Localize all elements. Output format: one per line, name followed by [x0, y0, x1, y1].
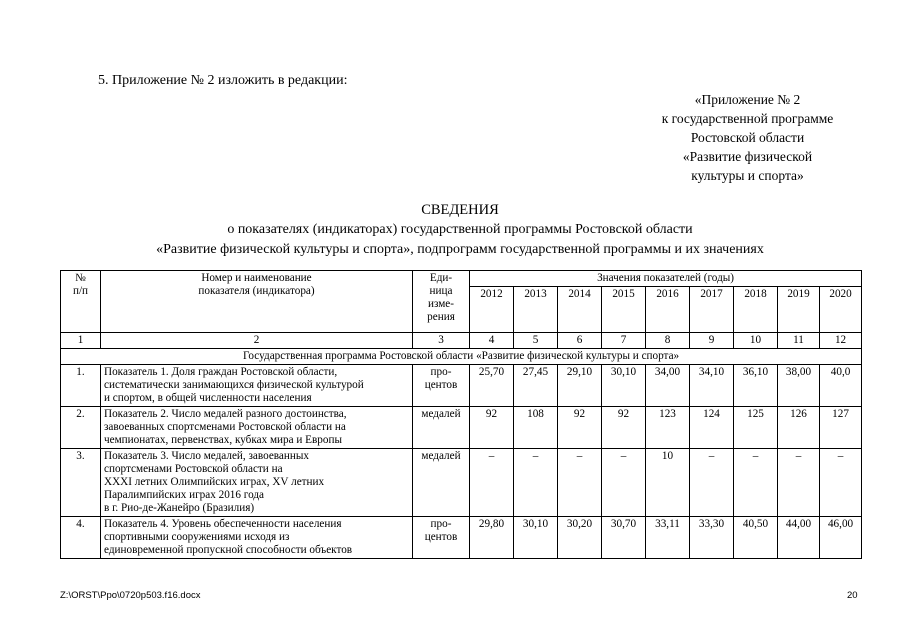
indicator-unit: про- центов	[413, 365, 470, 407]
indicator-unit: про- центов	[413, 517, 470, 559]
value-cell: 25,70	[470, 365, 514, 407]
year-cell: 2020	[820, 287, 862, 333]
value-cell: 123	[646, 407, 690, 449]
appendix-line: «Приложение № 2	[694, 92, 801, 107]
amendment-intro: 5. Приложение № 2 изложить в редакции:	[98, 73, 348, 88]
value-cell: 46,00	[820, 517, 862, 559]
value-cell: –	[820, 449, 862, 517]
value-cell: 44,00	[778, 517, 820, 559]
value-cell: 27,45	[514, 365, 558, 407]
year-cell: 2016	[646, 287, 690, 333]
col-number: 1	[61, 333, 101, 349]
value-cell: –	[470, 449, 514, 517]
col-number: 8	[646, 333, 690, 349]
value-cell: 124	[690, 407, 734, 449]
value-cell: 108	[514, 407, 558, 449]
col-number: 3	[413, 333, 470, 349]
col-number: 9	[690, 333, 734, 349]
section-title: Государственная программа Ростовской области «Развитие физической культуры и спорта»	[61, 349, 862, 365]
header-name: Номер и наименование показателя (индикатора)	[101, 271, 413, 333]
value-cell: 10	[646, 449, 690, 517]
header-num: № п/п	[61, 271, 101, 333]
table-row	[61, 517, 862, 559]
value-cell: 30,70	[602, 517, 646, 559]
value-cell: 92	[558, 407, 602, 449]
footer-file-path: Z:\ORST\Ppo\0720p503.f16.docx	[60, 590, 201, 601]
table-row	[61, 365, 862, 407]
value-cell: 92	[602, 407, 646, 449]
table-row	[61, 407, 862, 449]
appendix-line: культуры и спорта»	[691, 168, 804, 183]
indicator-name: Показатель 3. Число медалей, завоеванных спортсменами Ростовской области на XXXI летних Олимпийских играх, XV летних Паралимпийских играх 2016 года в г. Рио-де-Жанейро (Бразилия)	[101, 449, 413, 517]
year-cell: 2014	[558, 287, 602, 333]
col-number: 4	[470, 333, 514, 349]
indicator-unit: медалей	[413, 449, 470, 517]
value-cell: 30,10	[514, 517, 558, 559]
value-cell: 34,10	[690, 365, 734, 407]
value-cell: 127	[820, 407, 862, 449]
value-cell: 29,10	[558, 365, 602, 407]
table-row	[61, 449, 862, 517]
header-values-title: Значения показателей (годы)	[470, 271, 862, 287]
value-cell: 34,00	[646, 365, 690, 407]
value-cell: 30,20	[558, 517, 602, 559]
year-cell: 2013	[514, 287, 558, 333]
document-heading	[60, 200, 860, 260]
year-cell: 2012	[470, 287, 514, 333]
value-cell: 33,30	[690, 517, 734, 559]
row-num: 2.	[61, 407, 101, 449]
value-cell: 36,10	[734, 365, 778, 407]
value-cell: –	[558, 449, 602, 517]
year-cell: 2017	[690, 287, 734, 333]
column-numbers-row	[61, 333, 862, 349]
indicator-unit: медалей	[413, 407, 470, 449]
year-cell: 2018	[734, 287, 778, 333]
col-number: 10	[734, 333, 778, 349]
col-number: 12	[820, 333, 862, 349]
appendix-line: к государственной программе	[661, 111, 834, 126]
section-row	[61, 349, 862, 365]
col-number: 5	[514, 333, 558, 349]
value-cell: 33,11	[646, 517, 690, 559]
page-number: 20	[847, 590, 858, 601]
value-cell: 40,0	[820, 365, 862, 407]
col-number: 11	[778, 333, 820, 349]
col-number: 2	[101, 333, 413, 349]
header-unit: Еди- ница изме- рения	[413, 271, 470, 333]
value-cell: 92	[470, 407, 514, 449]
row-num: 4.	[61, 517, 101, 559]
indicator-name: Показатель 4. Уровень обеспеченности населения спортивными сооружениями исходя из единовременной пропускной способности объектов	[101, 517, 413, 559]
appendix-header	[640, 90, 855, 185]
value-cell: –	[514, 449, 558, 517]
heading-line: «Развитие физической культуры и спорта», подпрограмм государственной программы и их значениях	[156, 242, 764, 257]
value-cell: –	[690, 449, 734, 517]
header-row	[61, 271, 862, 287]
appendix-line: Ростовской области	[690, 130, 805, 145]
value-cell: –	[778, 449, 820, 517]
col-number: 6	[558, 333, 602, 349]
appendix-line: «Развитие физической	[682, 149, 813, 164]
year-cell: 2019	[778, 287, 820, 333]
value-cell: –	[734, 449, 778, 517]
value-cell: 126	[778, 407, 820, 449]
row-num: 3.	[61, 449, 101, 517]
indicator-name: Показатель 1. Доля граждан Ростовской области, систематически занимающихся физической культурой и спортом, в общей численности населения	[101, 365, 413, 407]
indicator-name: Показатель 2. Число медалей разного достоинства, завоеванных спортсменами Ростовской области на чемпионатах, первенствах, кубках мира и Европы	[101, 407, 413, 449]
value-cell: 29,80	[470, 517, 514, 559]
heading-line: о показателях (индикаторах) государственной программы Ростовской области	[227, 222, 693, 237]
value-cell: 40,50	[734, 517, 778, 559]
value-cell: 125	[734, 407, 778, 449]
year-cell: 2015	[602, 287, 646, 333]
value-cell: –	[602, 449, 646, 517]
value-cell: 38,00	[778, 365, 820, 407]
value-cell: 30,10	[602, 365, 646, 407]
indicators-table	[60, 270, 862, 559]
col-number: 7	[602, 333, 646, 349]
row-num: 1.	[61, 365, 101, 407]
heading-title: СВЕДЕНИЯ	[421, 202, 499, 218]
